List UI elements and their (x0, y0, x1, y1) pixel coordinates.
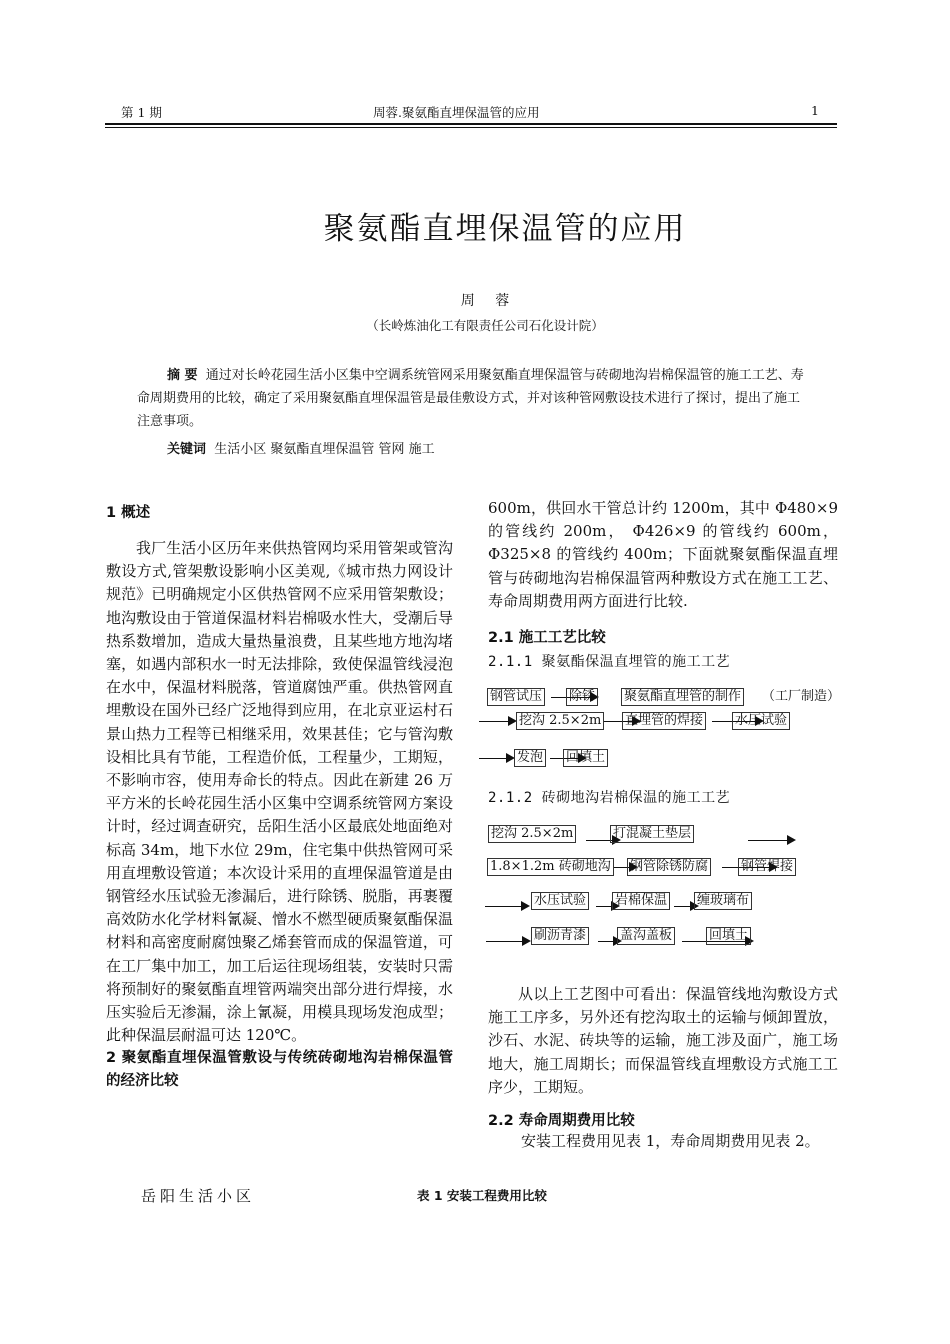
table1-caption: 表 1 安装工程费用比较 (417, 1188, 547, 1203)
flow-arrow (748, 840, 794, 841)
header-page-number: 1 (811, 103, 819, 118)
keywords-text: 生活小区 聚氨酯直埋保温管 管网 施工 (214, 442, 435, 457)
paper-title: 聚氨酯直埋保温管的应用 (323, 211, 687, 247)
flow2-step: 盖沟盖板 (617, 927, 675, 945)
section2-1-1-heading: 2.1.1 聚氨酯保温直埋管的施工工艺 (488, 654, 731, 670)
flow1-step: 回填土 (563, 749, 608, 767)
flow1-step: 直埋管的焊接 (622, 712, 706, 730)
flow2-step: 缠玻璃布 (694, 892, 752, 910)
flow2-step: 刷沥青漆 (531, 927, 589, 945)
conclusion-text: 从以上工艺图中可看出：保温管线地沟敷设方式施工工序多，另外还有挖沟取土的运输与倾卸置放，沙石、水泥、砖块等的运输，施工涉及面广，施工场地大，施工周期长；而保温管线直埋敷设方式施工工序少，工期短。 (488, 985, 838, 1096)
abstract (137, 364, 805, 433)
keywords-label: 关键词 (167, 442, 207, 457)
section2-2-body: 安装工程费用见表 1，寿命周期费用见表 2。 (521, 1132, 820, 1150)
flow2-step: 钢管焊接 (738, 858, 796, 876)
flow2-step: 回填土 (706, 927, 751, 945)
section2-heading: 2 聚氨酯直埋保温管敷设与传统砖砌地沟岩棉保温管的经济比较 (106, 1050, 453, 1090)
flow-arrow (485, 906, 528, 907)
section2-2-heading: 2.2 寿命周期费用比较 (488, 1113, 635, 1129)
section2-1-2-heading: 2.1.2 砖砌地沟岩棉保温的施工工艺 (488, 790, 731, 806)
section1-body: 我厂生活小区历年来供热管网均采用管架或管沟敷设方式,管架敷设影响小区美观,《城市热力网设计规范》已明确规定小区供热管网不应采用管架敷设；地沟敷设由于管道保温材料岩棉吸水性大，受潮后导热系数增加，造成大量热量浪费，且某些地方地沟堵塞，如遇内部积水一时无法排除，致使保温管线浸泡在水中，保温材料脱落，管道腐蚀严重。供热管网直埋敷设在国外已经广泛地得到应用，在北京亚运村石景山热力工程等已相继采用，效果甚佳；它与管沟敷设相比具有节能，工程造价低，工程量少，工期短，不影响市容，使用寿命长的特点。因此在新建 26 万平方米的长岭花园生活小区集中空调系统管网方案设计时，经过调查研究，岳阳生活小区最底处地面绝对标高 34m，地下水位 29m，住宅集中供热管网可采用直埋敷设管道；本次设计采用的直埋保温管道是由钢管经水压试验无渗漏后，进行除锈、脱脂，再裹覆高效防水化学材料氰凝、憎水不燃型硬质聚氨酯保温材料和高密度耐腐蚀聚乙烯套管而成的保温管道，可在工厂集中加工，加工后运往现场组装，安装时只需将预制好的聚氨酯直埋管两端突出部分进行焊接，水压实验后无渗漏，涂上氰凝，用模具现场发泡成型；此种保温层耐温可达 120℃。 (106, 539, 453, 1045)
header-rule (105, 123, 837, 125)
section1-heading: 1 概述 (106, 505, 151, 521)
keywords (167, 438, 435, 457)
flow2-step: 水压试验 (531, 892, 589, 910)
flow-arrow (479, 758, 513, 759)
flow1-step: 聚氨酯直埋管的制作 (621, 688, 744, 706)
flow-arrow (486, 941, 529, 942)
flow1-step: 钢管试压 (487, 688, 545, 706)
flow1-note: （工厂制造） (762, 689, 841, 704)
flow2-step: 打混凝土垫层 (610, 825, 694, 843)
affiliation: （长岭炼油化工有限责任公司石化设计院） (366, 318, 604, 333)
flow1-step: 除锈 (566, 688, 598, 706)
flow2-step: 岩棉保温 (612, 892, 670, 910)
flow1-step: 发泡 (514, 749, 546, 767)
header-rule-thin (105, 127, 837, 128)
flow2-step: 钢管除锈防腐 (627, 858, 711, 876)
author: 周 蓉 (460, 293, 518, 309)
flow2-step: 挖沟 2.5×2m (488, 825, 576, 843)
abstract-label: 摘 要 (167, 368, 198, 383)
section2-body-cont: 600m，供回水干管总计约 1200m，其中 Φ480×9 的管线约 200m， Φ426×9 的管线约 600m，Φ325×8 的管线约 400m；下面就聚氨酯保温直埋管与砖砌地沟岩棉保温管两种敷设方式在施工工艺、寿命周期费用两方面进行比较. (488, 499, 838, 610)
header-running-title: 周蓉.聚氨酯直埋保温管的应用 (373, 105, 540, 120)
abstract-text: 通过对长岭花园生活小区集中空调系统管网采用聚氨酯直埋保温管与砖砌地沟岩棉保温管的施工工艺、寿命周期费用的比较，确定了采用聚氨酯直埋保温管是最佳敷设方式，并对该种管网敷设技术进行了探讨，提出了施工注意事项。 (137, 368, 804, 429)
flow1-step: 水压试验 (732, 712, 790, 730)
left-column (106, 537, 453, 1093)
section2-1-conclusion (488, 983, 838, 1099)
header-issue: 第 1 期 (121, 105, 162, 120)
section2-1-heading: 2.1 施工工艺比较 (488, 630, 606, 646)
section2-body-start: 岳阳生活小区 (141, 1187, 256, 1205)
flow2-step: 1.8×1.2m 砖砌地沟 (487, 858, 614, 876)
flow-arrow (479, 721, 515, 722)
flow1-step: 挖沟 2.5×2m (516, 712, 604, 730)
